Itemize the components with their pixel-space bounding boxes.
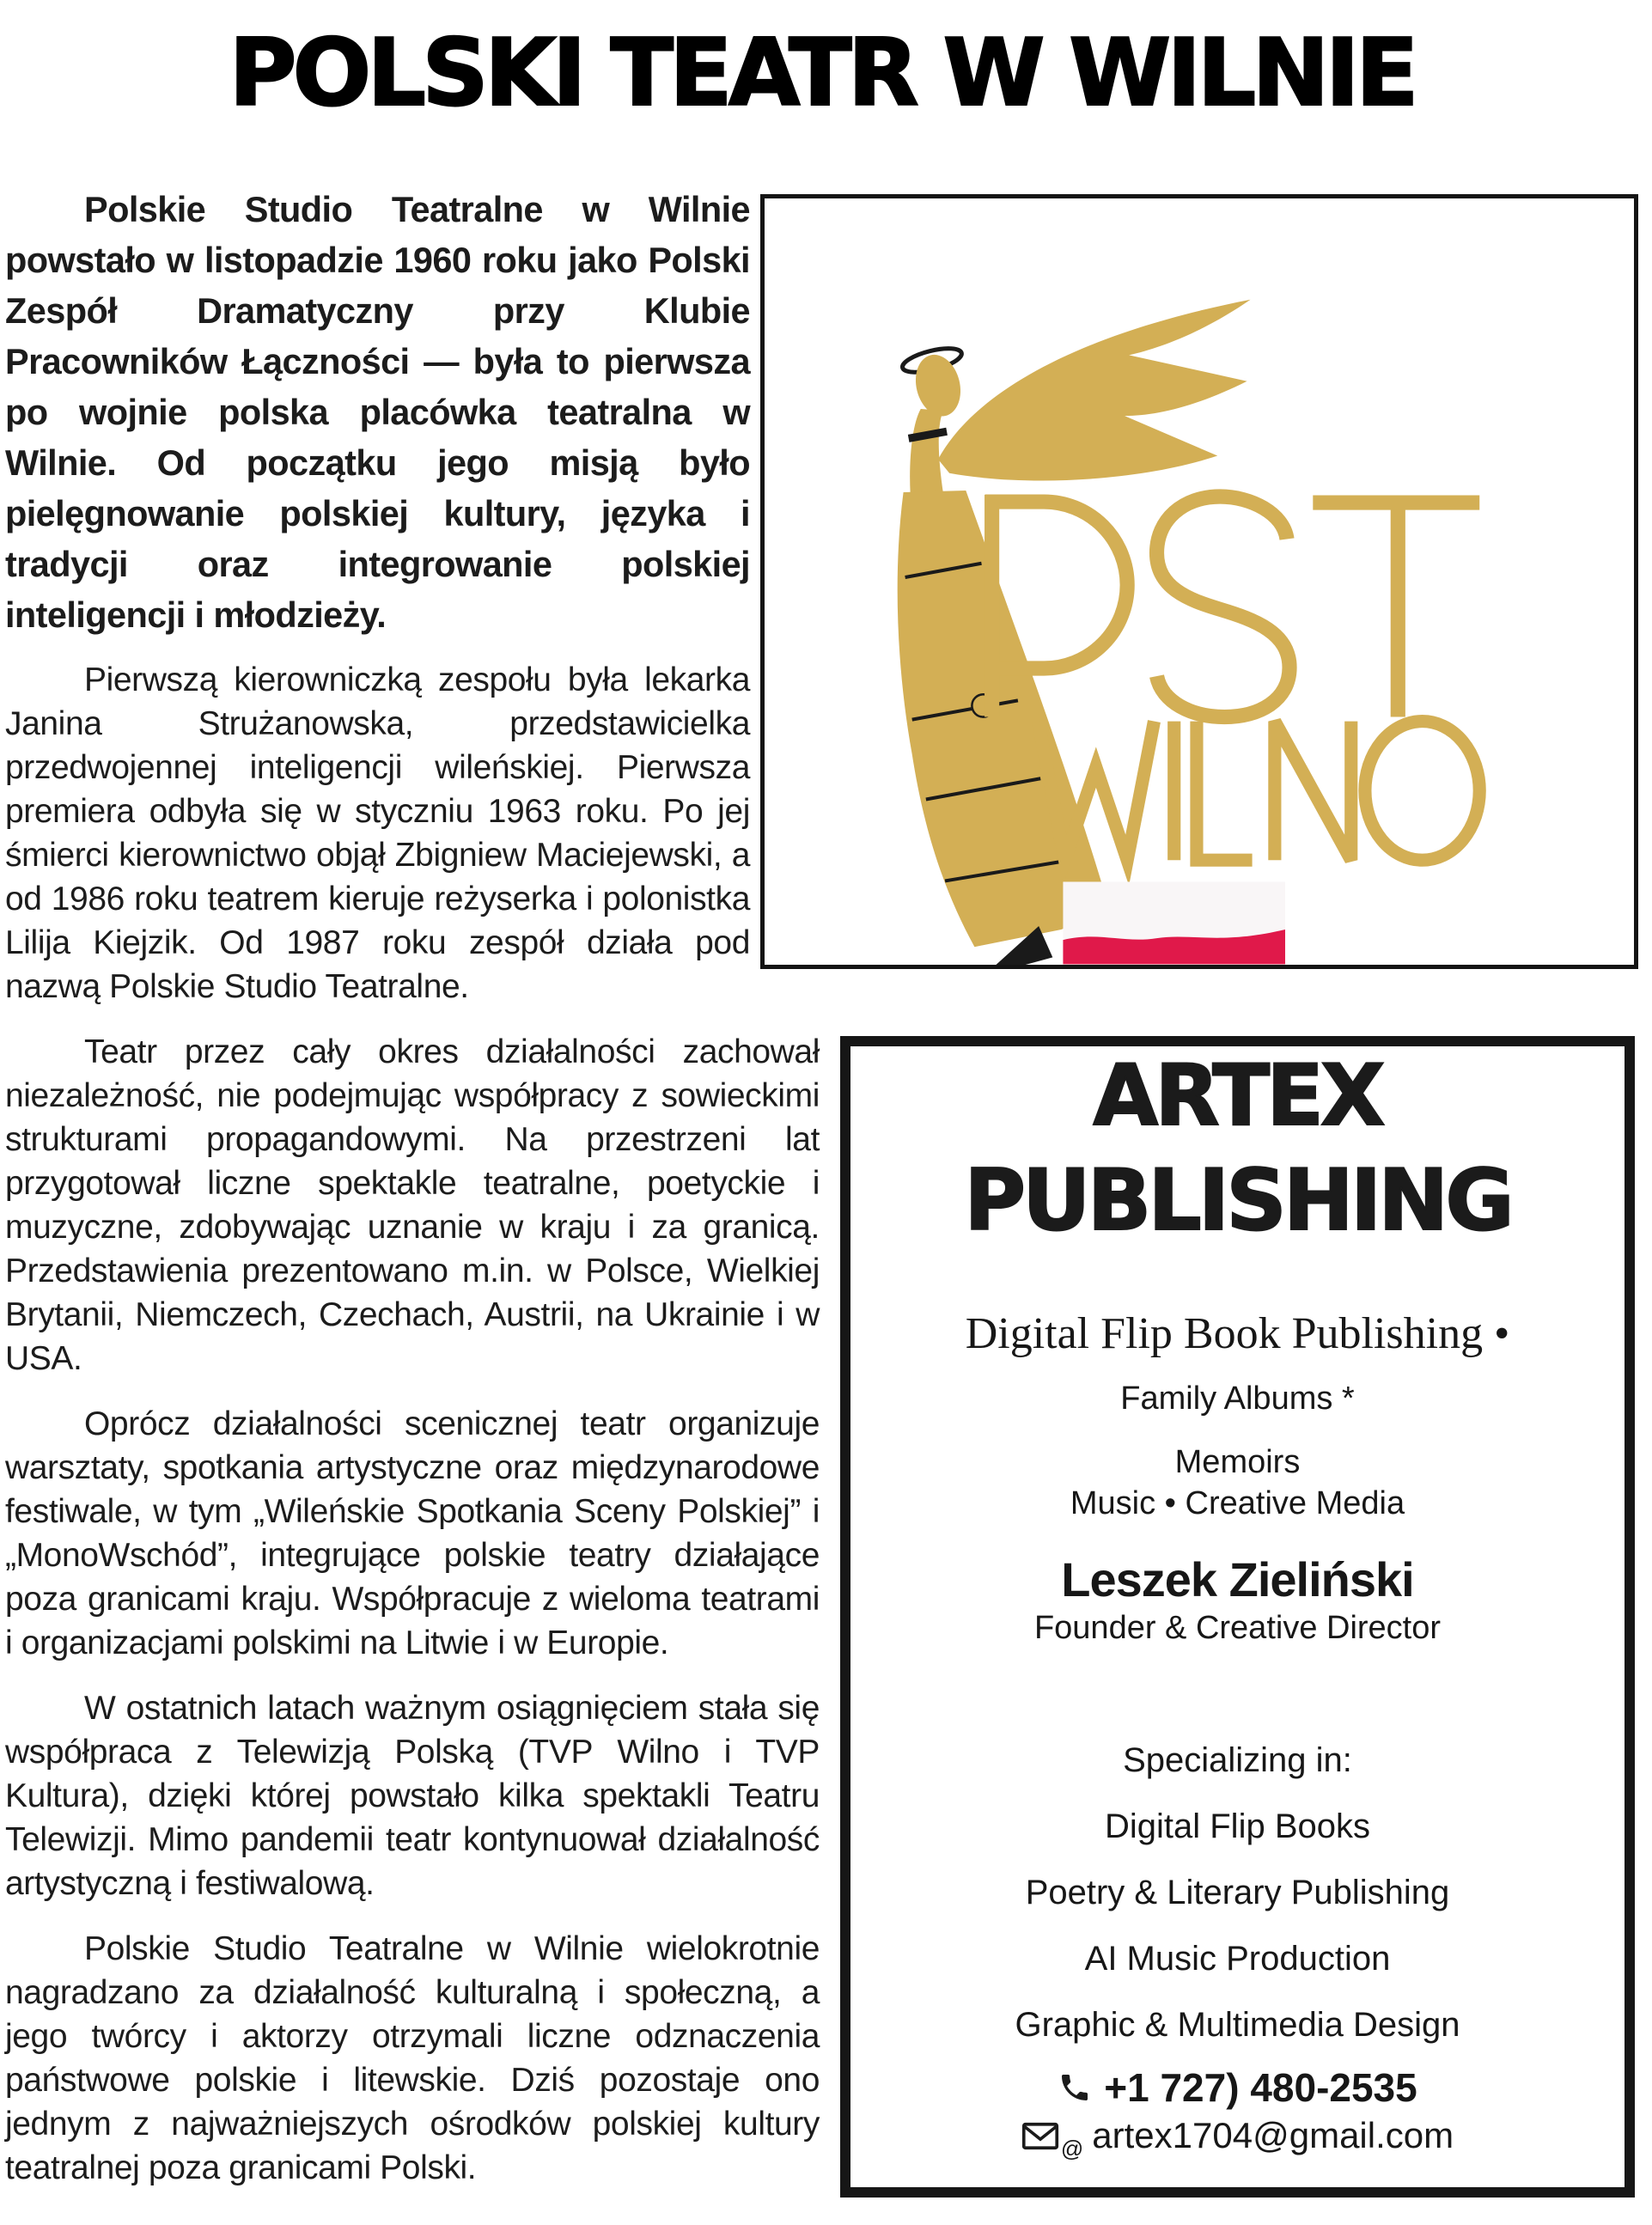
page-title: POLSKI TEATR W WILNIE <box>229 20 1415 127</box>
ad-subtitle: PUBLISHING <box>964 1152 1511 1250</box>
ad-person-name: Leszek Zieliński <box>1061 1552 1414 1606</box>
ad-specialty-graphic-design: Graphic & Multimedia Design <box>1015 2006 1460 2044</box>
paragraph-festivals: Oprócz działalności scenicznej teatr organizuje warsztaty, spotkania artystyczne oraz międzynarodowe festiwale, w tym „Wileńskie Spotkania Sceny Polskiej” i „MonoWschód”, integrujące polskie teatry działające poza granicami kraju. Współpracuje z wieloma teatrami i organizacjami polskimi na Litwie i w Europie. <box>5 1405 820 1661</box>
email-envelope-icon <box>1021 2122 1059 2150</box>
ad-phone-row <box>850 2064 1625 2111</box>
ad-phone-number: +1 727) 480-2535 <box>1104 2065 1417 2110</box>
paragraph-intro: Polskie Studio Teatralne w Wilnie powstało w listopadzie 1960 roku jako Polski Zespół Dramatyczny przy Klubie Pracowników Łączności — była to pierwsza po wojnie polska placówka teatralna w Wilnie. Od początku jego misją było pielęgnowanie polskiej kultury, języka i tradycji oraz integrowanie polskiej inteligencji i młodzieży. <box>5 189 750 635</box>
poland-flag <box>1063 881 1285 964</box>
angel-wing <box>938 300 1251 481</box>
ad-person-role: Founder & Creative Director <box>1033 1610 1442 1646</box>
ad-email-row <box>850 2114 1625 2170</box>
artex-publishing-ad <box>840 1036 1635 2198</box>
ad-service-music-media: Music • Creative Media <box>1070 1485 1405 1521</box>
letter-O <box>1365 722 1479 861</box>
paragraph-history: Pierwszą kierowniczką zespołu była lekarka Janina Strużanowska, przedstawicielka przedwojennej inteligencji wileńskiej. Pierwsza premiera odbyła się w styczniu 1963 roku. Po jej śmierci kierownictwo objął Zbigniew Maciejewski, a od 1986 roku teatrem kieruje reżyserka i polonistka Lilija Kiejzik. Od 1987 roku zespół działa pod nazwą Polskie Studio Teatralne. <box>5 661 750 1005</box>
magazine-page <box>0 20 1652 2225</box>
letter-N <box>1275 722 1351 861</box>
paragraph-independence: Teatr przez cały okres działalności zachował niezależność, nie podejmując współpracy z sowieckimi strukturami propagandowymi. Na przestrzeni lat przygotował liczne spektakle teatralne, poetyckie i muzyczne, zdobywając uznanie w kraju i za granicą. Przedstawienia prezentowano m.in. w Polsce, Wielkiej Brytanii, Niemczech, Czechach, Austrii, na Ukrainie i w USA. <box>5 1033 820 1377</box>
angel-arm <box>910 409 943 494</box>
ad-service-family-albums: Family Albums * <box>1120 1381 1355 1417</box>
logo-text-pst <box>985 495 1480 717</box>
flag-white-stripe <box>1063 881 1285 939</box>
paragraph-awards: Polskie Studio Teatralne w Wilnie wielokrotnie nagradzano za działalność kulturalną i społeczną, a jego twórcy i aktorzy otrzymali liczne odznaczenia państwowe polskie i litewskie. Dziś pozostaje ono jednym z najważniejszych ośrodków polskiej kultury teatralnej poza granicami Polski. <box>5 1930 820 2186</box>
ad-specialty-flipbooks: Digital Flip Books <box>1104 1807 1370 1845</box>
ad-specializing-label: Specializing in: <box>1123 1741 1352 1779</box>
letter-S <box>1157 497 1290 717</box>
ad-service-memoirs: Memoirs <box>1174 1444 1301 1480</box>
letter-T <box>1313 503 1479 716</box>
ad-title: ARTEX <box>1093 1047 1382 1145</box>
letter-L <box>1197 722 1253 861</box>
email-at-symbol: @ <box>1060 2136 1084 2161</box>
ad-email-address: artex1704@gmail.com <box>1092 2115 1454 2155</box>
paragraph-tvp: W ostatnich latach ważnym osiągnięciem stała się współpraca z Telewizją Polską (TVP Wilno i TVP Kultura), dzięki której powstało kilka spektakli Teatru Telewizji. Mimo pandemii teatr kontynuował działalność artystyczną i festiwalową. <box>5 1690 820 1902</box>
ad-service-flipbook: Digital Flip Book Publishing • <box>965 1309 1510 1358</box>
pst-wilno-logo <box>765 198 1634 965</box>
ad-specialty-poetry: Poetry & Literary Publishing <box>1025 1874 1450 1911</box>
phone-icon <box>1058 2070 1092 2105</box>
angel-robe <box>898 491 1105 947</box>
pst-wilno-logo-box <box>760 194 1638 969</box>
logo-text-wilno <box>1038 722 1479 861</box>
ad-specialty-ai-music: AI Music Production <box>1084 1940 1391 1978</box>
article-body <box>5 184 1638 2190</box>
